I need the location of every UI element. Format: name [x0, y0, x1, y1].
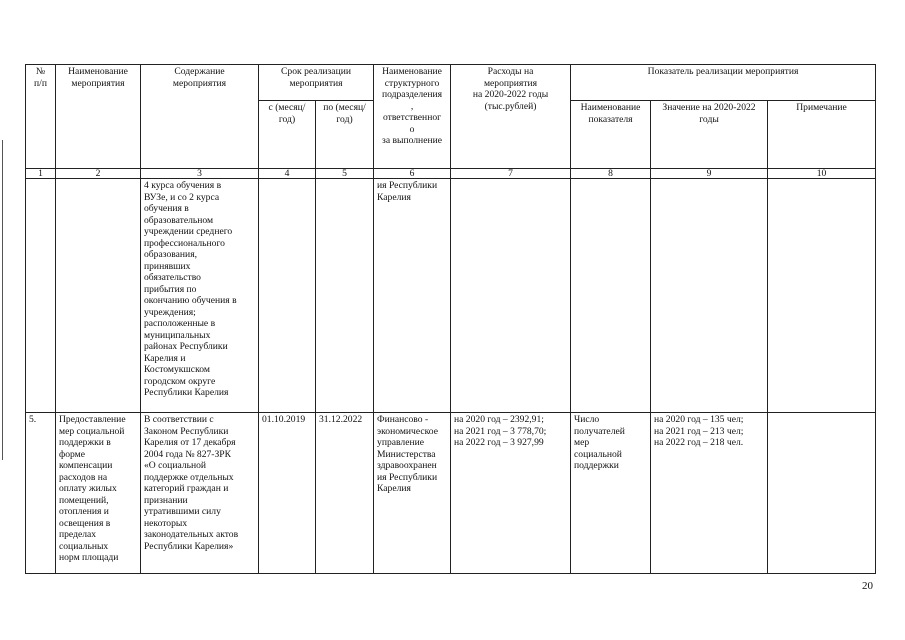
cell-expenses: на 2020 год – 2392,91; на 2021 год – 3 778,70; на 2022 год – 3 927,99 [451, 413, 571, 574]
header-period-from: с (месяц/ год) [259, 101, 316, 169]
column-number: 9 [651, 169, 768, 179]
cell-indicator-value: на 2020 год – 135 чел; на 2021 год – 213 чел; на 2022 год – 218 чел. [651, 413, 768, 574]
cell-period-from [259, 179, 316, 413]
header-indicator-name: Наименование показателя [571, 101, 651, 169]
page-number: 20 [862, 580, 873, 592]
cell-period-from: 01.10.2019 [259, 413, 316, 574]
header-note: Примечание [768, 101, 876, 169]
column-number: 6 [374, 169, 451, 179]
cell-num [26, 179, 56, 413]
header-responsible-unit: Наименование структурного подразделения , ответственног о за выполнение [374, 65, 451, 169]
column-number: 1 [26, 169, 56, 179]
header-name: Наименование мероприятия [56, 65, 141, 169]
header-indicator: Показатель реализации мероприятия [571, 65, 876, 101]
cell-name: Предоставление мер социальной поддержки в форме компенсации расходов на оплату жилых помещений, отопления и освещения в пределах социальных норм площади [56, 413, 141, 574]
cell-responsible-unit: ия Республики Карелия [374, 179, 451, 413]
header-indicator-value: Значение на 2020-2022 годы [651, 101, 768, 169]
header-num: № п/п [26, 65, 56, 169]
column-number: 2 [56, 169, 141, 179]
column-number: 3 [141, 169, 259, 179]
cell-period-to [316, 179, 374, 413]
cell-indicator-name: Число получателей мер социальной поддержки [571, 413, 651, 574]
column-number: 10 [768, 169, 876, 179]
column-number: 8 [571, 169, 651, 179]
header-content: Содержание мероприятия [141, 65, 259, 169]
cell-content: 4 курса обучения в ВУЗе, и со 2 курса обучения в образовательном учреждении среднего профессионального образования, принявших обязательство прибытия по окончанию обучения в учреждения; расположенные в муниципальных районах Республики Карелия и Костомукшском городском округе Республики Карелия [141, 179, 259, 413]
measures-table [25, 64, 876, 574]
cell-indicator-name [571, 179, 651, 413]
cell-responsible-unit: Финансово - экономическое управление Министерства здравоохранен ия Республики Карелия [374, 413, 451, 574]
column-number: 7 [451, 169, 571, 179]
column-number: 4 [259, 169, 316, 179]
cell-content: В соответствии с Законом Республики Карелия от 17 декабря 2004 года № 827-ЗРК «О социальной поддержке отдельных категорий граждан и признании утратившими силу некоторых законодательных актов Республики Карелия» [141, 413, 259, 574]
table-row [26, 413, 876, 574]
header-period-to: по (месяц/ год) [316, 101, 374, 169]
cell-indicator-value [651, 179, 768, 413]
scan-edge-line [2, 140, 3, 460]
table-row [26, 179, 876, 413]
cell-name [56, 179, 141, 413]
column-number: 5 [316, 169, 374, 179]
header-period: Срок реализации мероприятия [259, 65, 374, 101]
column-numbers-row [26, 169, 876, 179]
cell-note [768, 179, 876, 413]
cell-period-to: 31.12.2022 [316, 413, 374, 574]
cell-note [768, 413, 876, 574]
cell-num: 5. [26, 413, 56, 574]
header-expenses: Расходы на мероприятия на 2020-2022 годы (тыс.рублей) [451, 65, 571, 169]
cell-expenses [451, 179, 571, 413]
